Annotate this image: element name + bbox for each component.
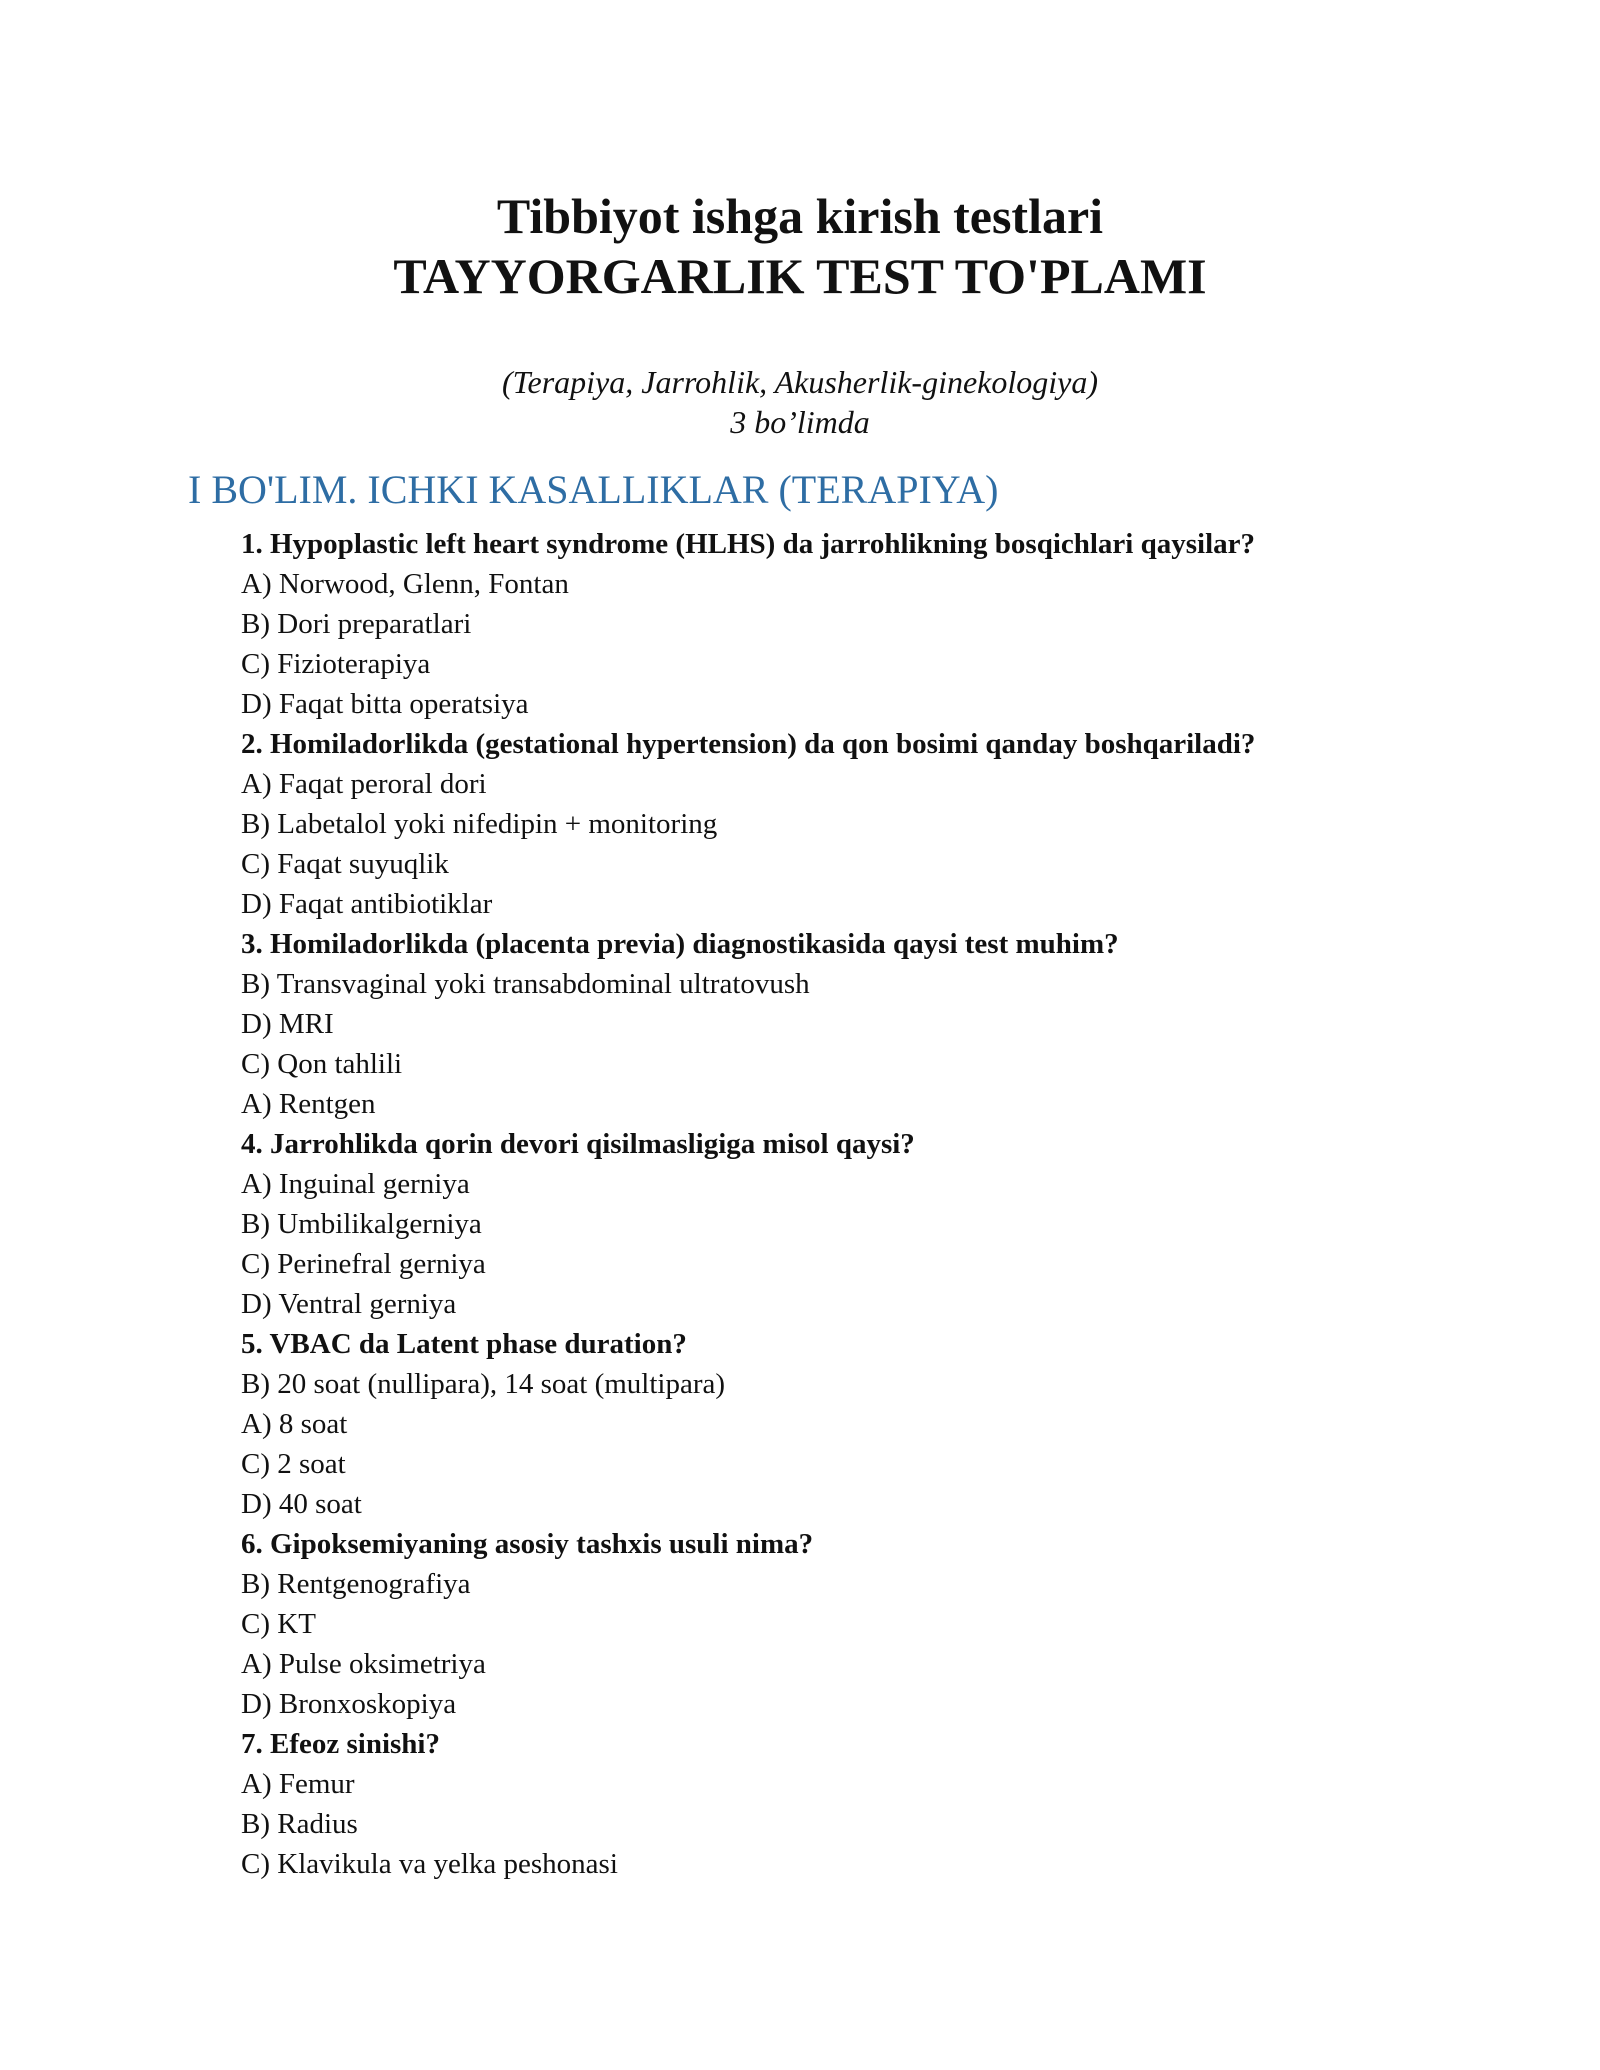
- answer-option: A) Inguinal gerniya: [241, 1168, 470, 1200]
- answer-option: C) Klavikula va yelka peshonasi: [241, 1848, 618, 1880]
- answer-option: D) 40 soat: [241, 1488, 362, 1520]
- answer-option: C) Qon tahlili: [241, 1048, 403, 1080]
- section-heading: I BO'LIM. ICHKI KASALLIKLAR (TERAPIYA): [188, 467, 999, 512]
- subtitle-line-1: (Terapiya, Jarrohlik, Akusherlik-ginekologiya): [501, 364, 1099, 400]
- question-3: [241, 924, 1541, 1124]
- answer-option: C) Faqat suyuqlik: [241, 848, 449, 880]
- answer-option: C) Perinefral gerniya: [241, 1248, 486, 1280]
- question-text: 1. Hypoplastic left heart syndrome (HLHS) da jarrohlikning bosqichlari qaysilar?: [241, 528, 1256, 560]
- title-line-2: TAYYORGARLIK TEST TO'PLAMI: [393, 248, 1207, 304]
- answer-option: A) Pulse oksimetriya: [241, 1648, 486, 1680]
- answer-option: A) 8 soat: [241, 1408, 348, 1440]
- answer-option: D) Bronxoskopiya: [241, 1688, 457, 1720]
- question-text: 4. Jarrohlikda qorin devori qisilmasligiga misol qaysi?: [241, 1128, 915, 1160]
- answer-option: C) 2 soat: [241, 1448, 346, 1480]
- document-title: [0, 186, 1600, 306]
- answer-option: A) Faqat peroral dori: [241, 768, 487, 800]
- title-line-1: Tibbiyot ishga kirish testlari: [496, 188, 1104, 244]
- answer-option: B) Transvaginal yoki transabdominal ultratovush: [241, 968, 810, 1000]
- question-4: [241, 1124, 1541, 1324]
- question-text: 7. Efeoz sinishi?: [241, 1728, 440, 1760]
- answer-option: D) Ventral gerniya: [241, 1288, 457, 1320]
- answer-option: B) Rentgenografiya: [241, 1568, 471, 1600]
- question-text: 2. Homiladorlikda (gestational hypertension) da qon bosimi qanday boshqariladi?: [241, 728, 1256, 760]
- answer-option: A) Norwood, Glenn, Fontan: [241, 568, 569, 600]
- question-2: [241, 724, 1541, 924]
- question-text: 6. Gipoksemiyaning asosiy tashxis usuli nima?: [241, 1528, 814, 1560]
- question-5: [241, 1324, 1541, 1524]
- question-list: [241, 524, 1541, 1884]
- answer-option: C) Fizioterapiya: [241, 648, 431, 680]
- question-1: [241, 524, 1541, 724]
- answer-option: D) Faqat bitta operatsiya: [241, 688, 529, 720]
- answer-option: B) Labetalol yoki nifedipin + monitoring: [241, 808, 718, 840]
- answer-option: D) MRI: [241, 1008, 334, 1040]
- answer-option: B) Dori preparatlari: [241, 608, 472, 640]
- answer-option: B) Umbilikalgerniya: [241, 1208, 482, 1240]
- question-6: [241, 1524, 1541, 1724]
- answer-option: D) Faqat antibiotiklar: [241, 888, 493, 920]
- question-text: 5. VBAC da Latent phase duration?: [241, 1328, 687, 1360]
- answer-option: C) KT: [241, 1608, 316, 1640]
- question-7: [241, 1724, 1541, 1884]
- document-subtitle: [0, 362, 1600, 442]
- answer-option: A) Rentgen: [241, 1088, 376, 1120]
- subtitle-line-2: 3 bo’limda: [730, 404, 870, 440]
- question-text: 3. Homiladorlikda (placenta previa) diagnostikasida qaysi test muhim?: [241, 928, 1119, 960]
- answer-option: A) Femur: [241, 1768, 355, 1800]
- answer-option: B) 20 soat (nullipara), 14 soat (multipara): [241, 1368, 726, 1400]
- answer-option: B) Radius: [241, 1808, 358, 1840]
